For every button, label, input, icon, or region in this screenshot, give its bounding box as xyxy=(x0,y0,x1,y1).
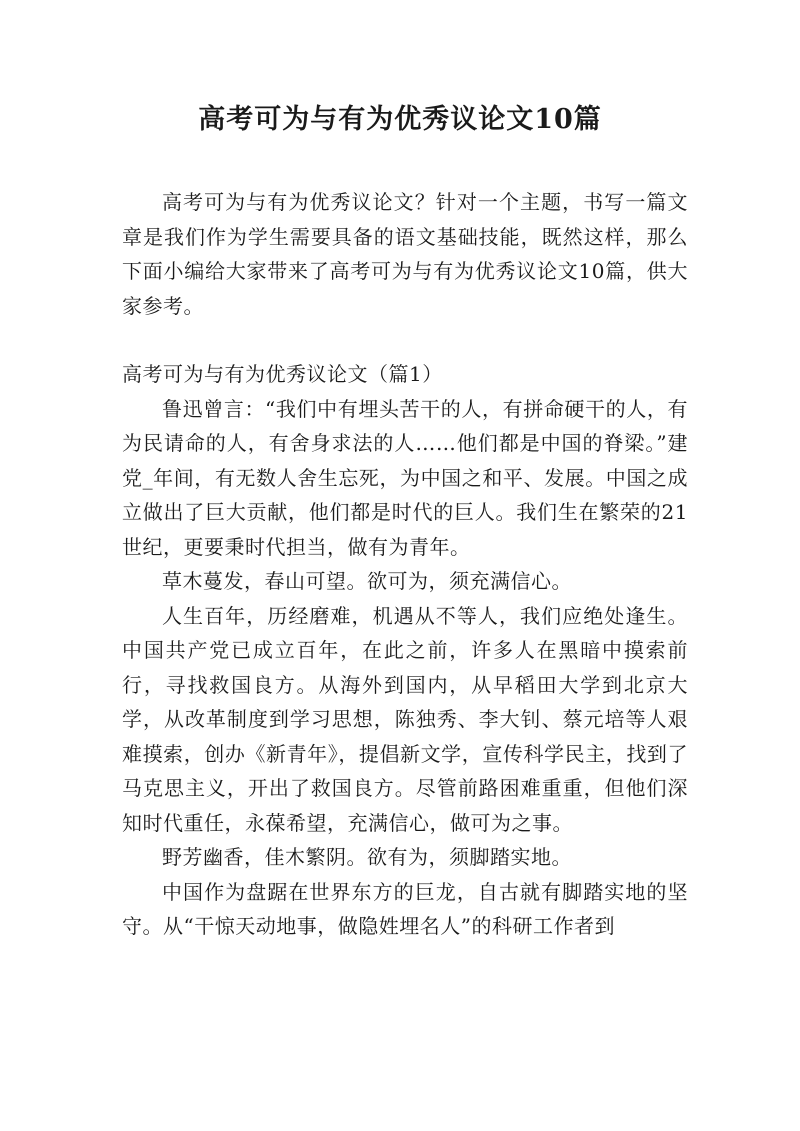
body-paragraph: 草木蔓发，春山可望。欲可为，须充满信心。 xyxy=(162,569,572,593)
document-title: 高考可为与有为优秀议论文10篇 xyxy=(198,104,602,135)
body-paragraph: 鲁迅曾言：“我们中有埋头苦干的人，有拼命硬干的人，有为民请命的人，有舍身求法的人……他们都是中国的脊梁。”建党_年间，有无数人舍生忘死，为中国之和平、发展。中国之成立做出了巨大贡献，他们都是时代的巨人。我们生在繁荣的21世纪，更要秉时代担当，做有为青年。 xyxy=(122,396,688,559)
body-paragraph: 野芳幽香，佳木繁阴。欲有为，须脚踏实地。 xyxy=(162,845,572,869)
section-heading: 高考可为与有为优秀议论文（篇1） xyxy=(122,362,443,386)
intro-paragraph: 高考可为与有为优秀议论文？针对一个主题，书写一篇文章是我们作为学生需要具备的语文基础技能，既然这样，那么下面小编给大家带来了高考可为与有为优秀议论文10篇，供大家参考。 xyxy=(122,190,688,318)
body-paragraph: 中国作为盘踞在世界东方的巨龙，自古就有脚踏实地的坚守。从“干惊天动地事，做隐姓埋名人”的科研工作者到 xyxy=(122,879,688,938)
body-paragraph: 人生百年，历经磨难，机遇从不等人，我们应绝处逢生。中国共产党已成立百年，在此之前，许多人在黑暗中摸索前行，寻找救国良方。从海外到国内，从早稻田大学到北京大学，从改革制度到学习思想，陈独秀、李大钊、蔡元培等人艰难摸索，创办《新青年》，提倡新文学，宣传科学民主，找到了马克思主义，开出了救国良方。尽管前路困难重重，但他们深知时代重任，永葆希望，充满信心，做可为之事。 xyxy=(122,603,688,835)
document-body xyxy=(122,185,688,944)
